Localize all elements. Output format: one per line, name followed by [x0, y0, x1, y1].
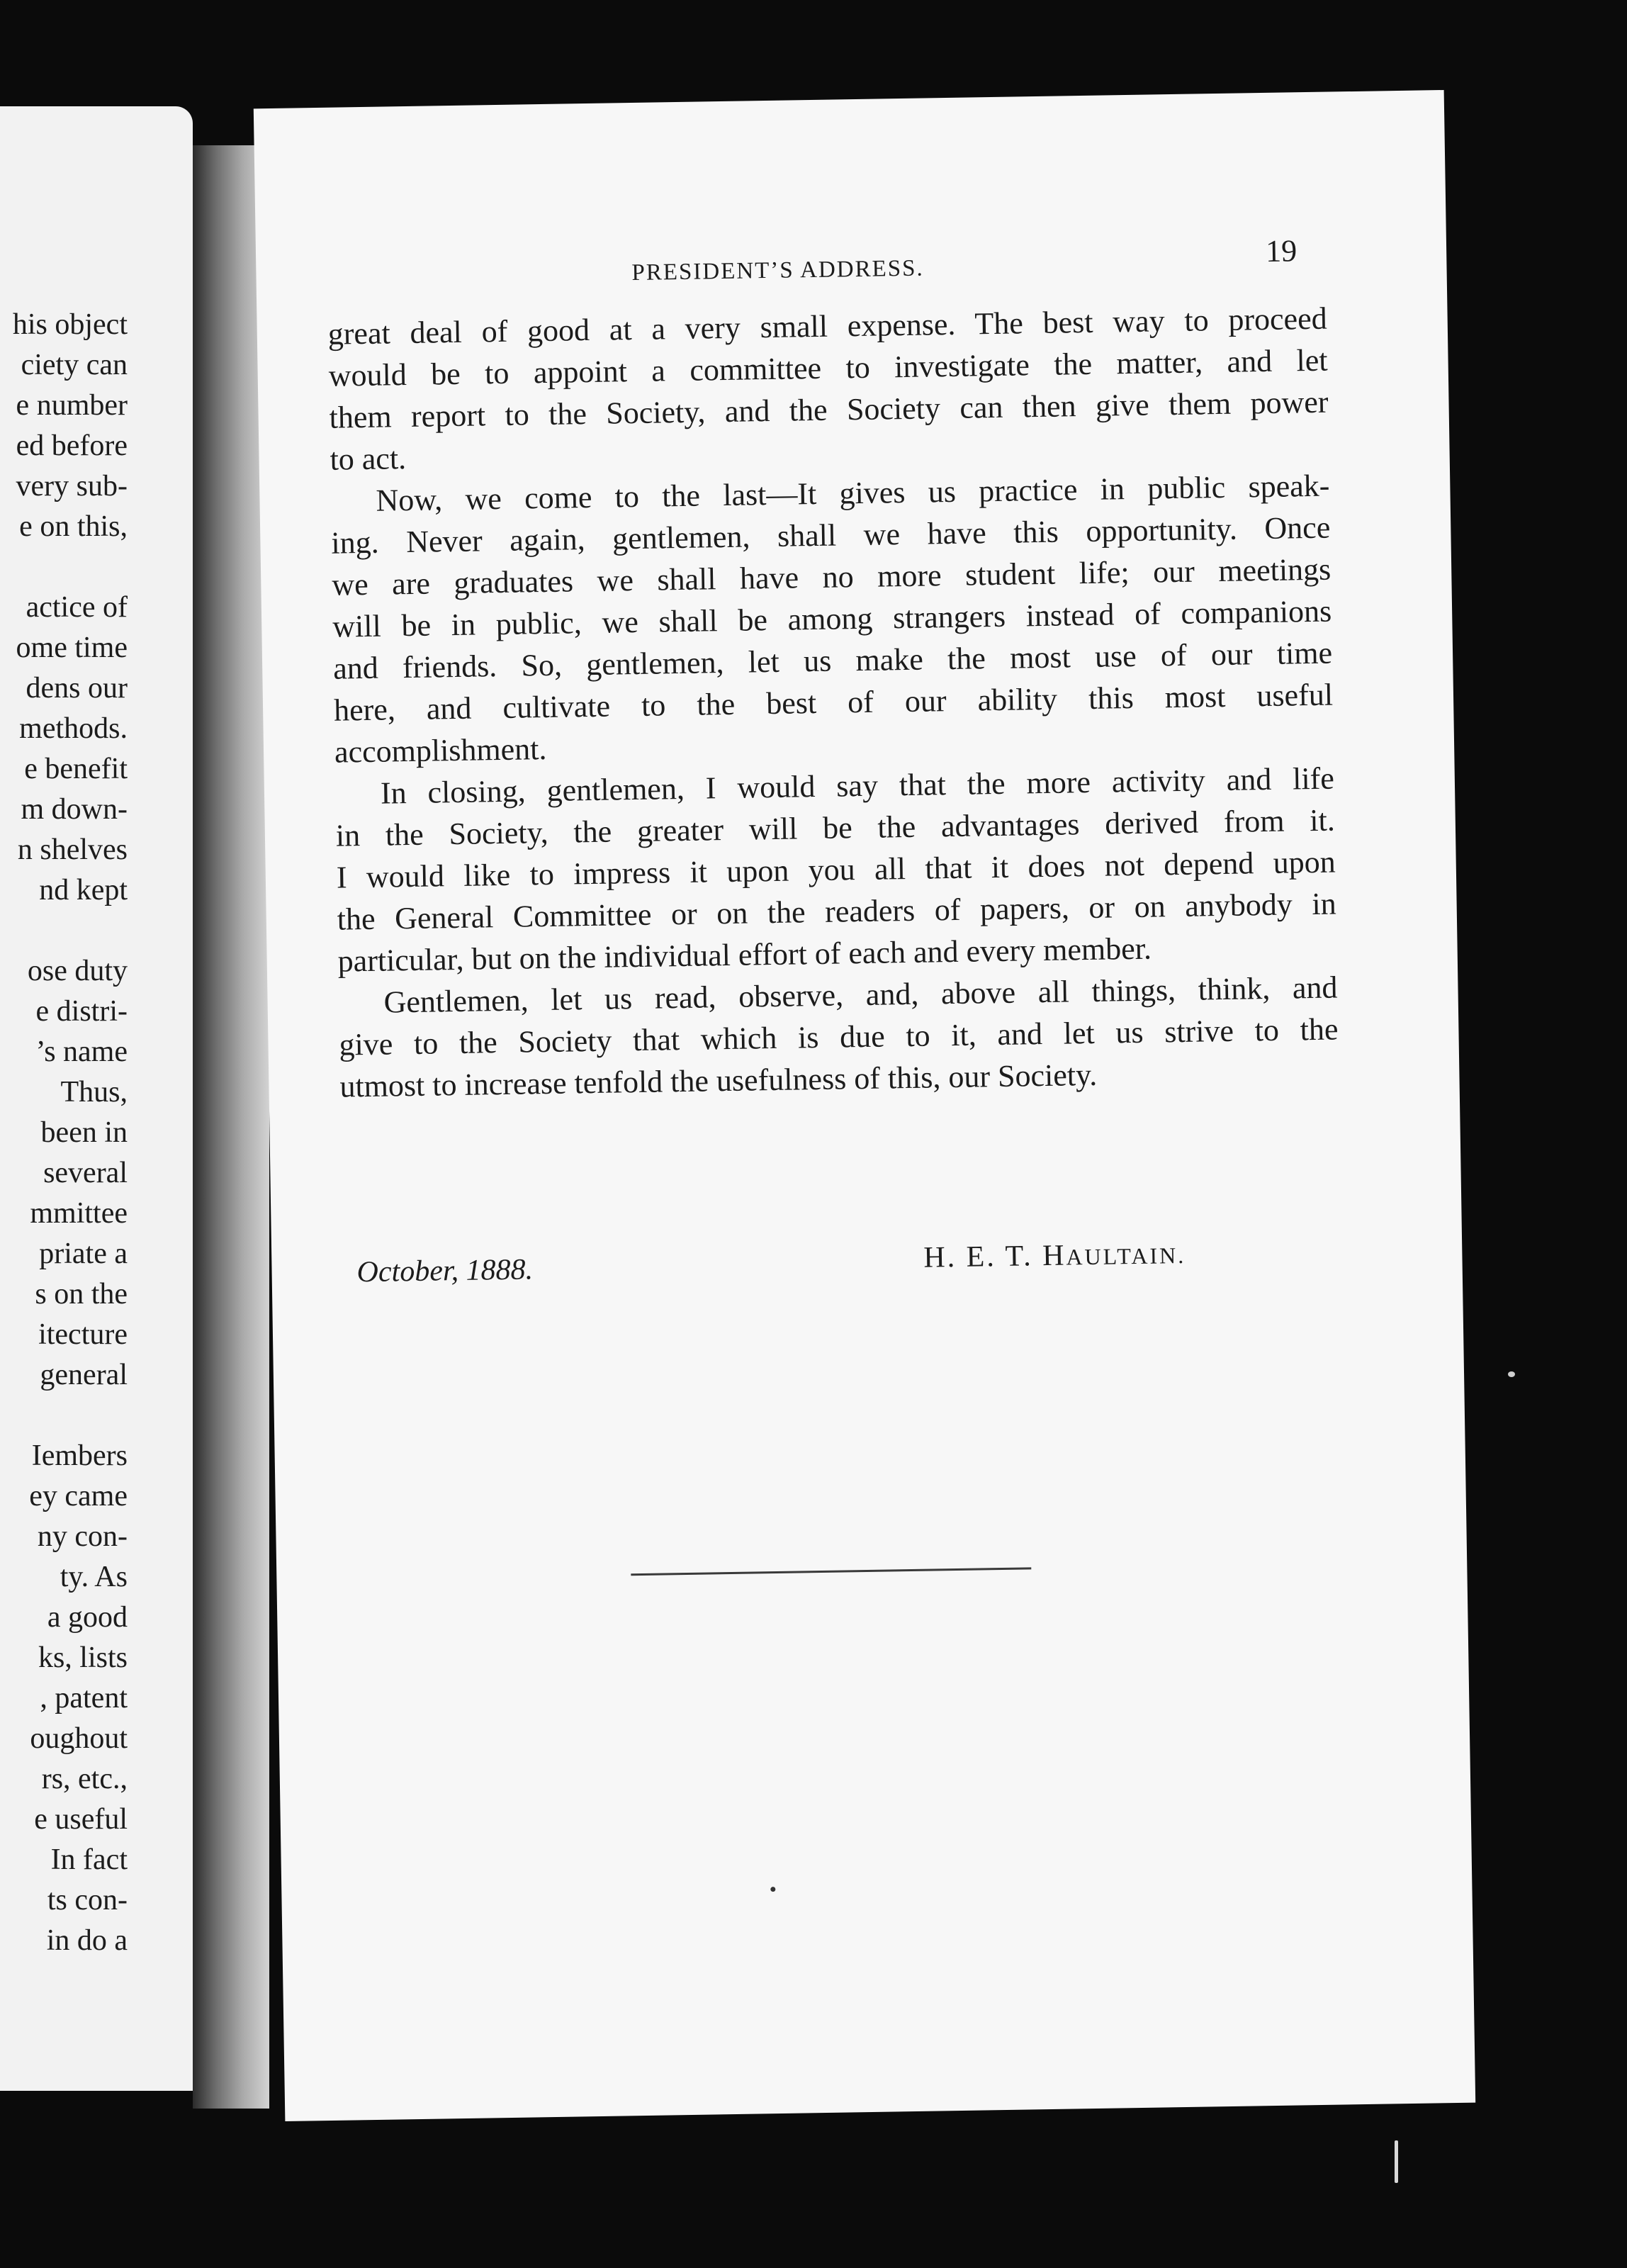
text-line: here, and cultivate to the best of our ability this most useful [333, 677, 1334, 728]
text-line: to act. [330, 441, 407, 477]
left-page-line: e distri- [35, 995, 128, 1028]
left-page-line: ’s name [35, 1035, 128, 1068]
left-page-text [0, 305, 128, 1961]
page-number: 19 [1265, 233, 1297, 269]
text-line: great deal of good at a very small expense. The best way to proceed [327, 301, 1328, 352]
left-page-line: his object [12, 308, 128, 341]
left-page-line [0, 911, 128, 951]
text-line: give to the Society that which is due to it, and let us strive to the [339, 1011, 1339, 1062]
left-page [0, 106, 193, 2091]
running-head: PRESIDENT’S ADDRESS. [631, 255, 924, 286]
left-page-line: ciety can [21, 349, 128, 381]
text-line: In closing, gentlemen, I would say that the more activity and life [380, 760, 1335, 811]
left-page-line: several [43, 1157, 128, 1189]
paragraph [327, 298, 1329, 481]
left-page-line: itecture [38, 1318, 128, 1351]
date-line: October, 1888. [356, 1253, 534, 1289]
left-page-line: ny con- [37, 1520, 128, 1553]
left-page-line: e on this, [19, 510, 128, 543]
left-page-line: Thus, [60, 1076, 128, 1108]
left-page-line: dens our [26, 672, 128, 704]
film-speck [1508, 1371, 1515, 1377]
text-line: them report to the Society, and the Society can then give them power [329, 384, 1329, 435]
text-line: we are graduates we shall have no more student life; our meetings [331, 551, 1332, 602]
text-line: in the Society, the greater will be the advantages derived from it. [335, 802, 1336, 853]
text-line: accomplishment. [334, 731, 547, 770]
left-page-line: ey came [29, 1480, 128, 1512]
left-page-line: ks, lists [38, 1641, 128, 1674]
left-page-line: ty. As [60, 1561, 128, 1593]
text-line: ing. Never again, gentlemen, shall we have this opportunity. Once [331, 510, 1331, 561]
text-line: would be to appoint a committee to investigate the matter, and let [328, 342, 1328, 393]
text-line: will be in public, we shall be among strangers instead of companions [332, 593, 1332, 644]
film-scratch [1395, 2140, 1398, 2183]
text-line: the General Committee or on the readers of papers, or on anybody in [337, 886, 1336, 937]
paragraph [338, 966, 1339, 1107]
signature-surname: HAULTAIN. [1042, 1239, 1186, 1273]
left-page-line: m down- [21, 793, 128, 826]
left-page-line: very sub- [16, 470, 128, 503]
left-page-line: e number [16, 389, 128, 422]
left-page-line [0, 547, 128, 588]
ink-speck [770, 1887, 775, 1892]
left-page-line: a good [47, 1601, 128, 1634]
left-page-line: oughout [30, 1722, 128, 1755]
left-page-line: ed before [16, 430, 128, 462]
text-line: I would like to impress it upon you all that it does not depend upon [336, 844, 1336, 895]
body-text [327, 298, 1339, 1108]
left-page-line: , patent [40, 1682, 128, 1714]
left-page-line: Iembers [31, 1439, 128, 1472]
text-line: Gentlemen, let us read, observe, and, above all things, think, and [383, 970, 1338, 1020]
left-page-line: mmittee [30, 1197, 128, 1230]
left-page-line: e benefit [24, 753, 128, 785]
paragraph [335, 758, 1337, 982]
left-page-line: s on the [35, 1278, 128, 1310]
text-line: Now, we come to the last—It gives us practice in public speak- [376, 468, 1330, 518]
text-line: utmost to increase tenfold the usefulness of this, our Society. [339, 1057, 1098, 1104]
left-page-line [0, 1396, 128, 1436]
left-page-line: in do a [46, 1924, 128, 1957]
book-gutter-shadow [193, 145, 269, 2109]
left-page-line: rs, etc., [41, 1763, 128, 1795]
text-line: and friends. So, gentlemen, let us make the most use of our time [332, 635, 1333, 686]
right-page [254, 90, 1475, 2121]
left-page-line: ose duty [27, 955, 128, 987]
left-page-line: been in [40, 1116, 128, 1149]
closing-rule [631, 1567, 1031, 1576]
left-page-line: nd kept [39, 874, 128, 906]
paragraph [330, 465, 1334, 773]
left-page-line: In fact [50, 1843, 128, 1876]
signature [923, 1237, 1186, 1275]
left-page-line: priate a [39, 1237, 128, 1270]
left-page-line: ome time [16, 631, 128, 664]
left-page-line: e useful [34, 1803, 128, 1836]
signature-initials: H. E. T. [923, 1240, 1033, 1274]
left-page-line: methods. [19, 712, 128, 745]
left-page-line: actice of [26, 591, 128, 624]
left-page-line: ts con- [47, 1884, 128, 1916]
left-page-line: n shelves [17, 833, 128, 866]
text-line: particular, but on the individual effort of each and every member. [337, 931, 1152, 979]
left-page-line: general [40, 1359, 128, 1391]
